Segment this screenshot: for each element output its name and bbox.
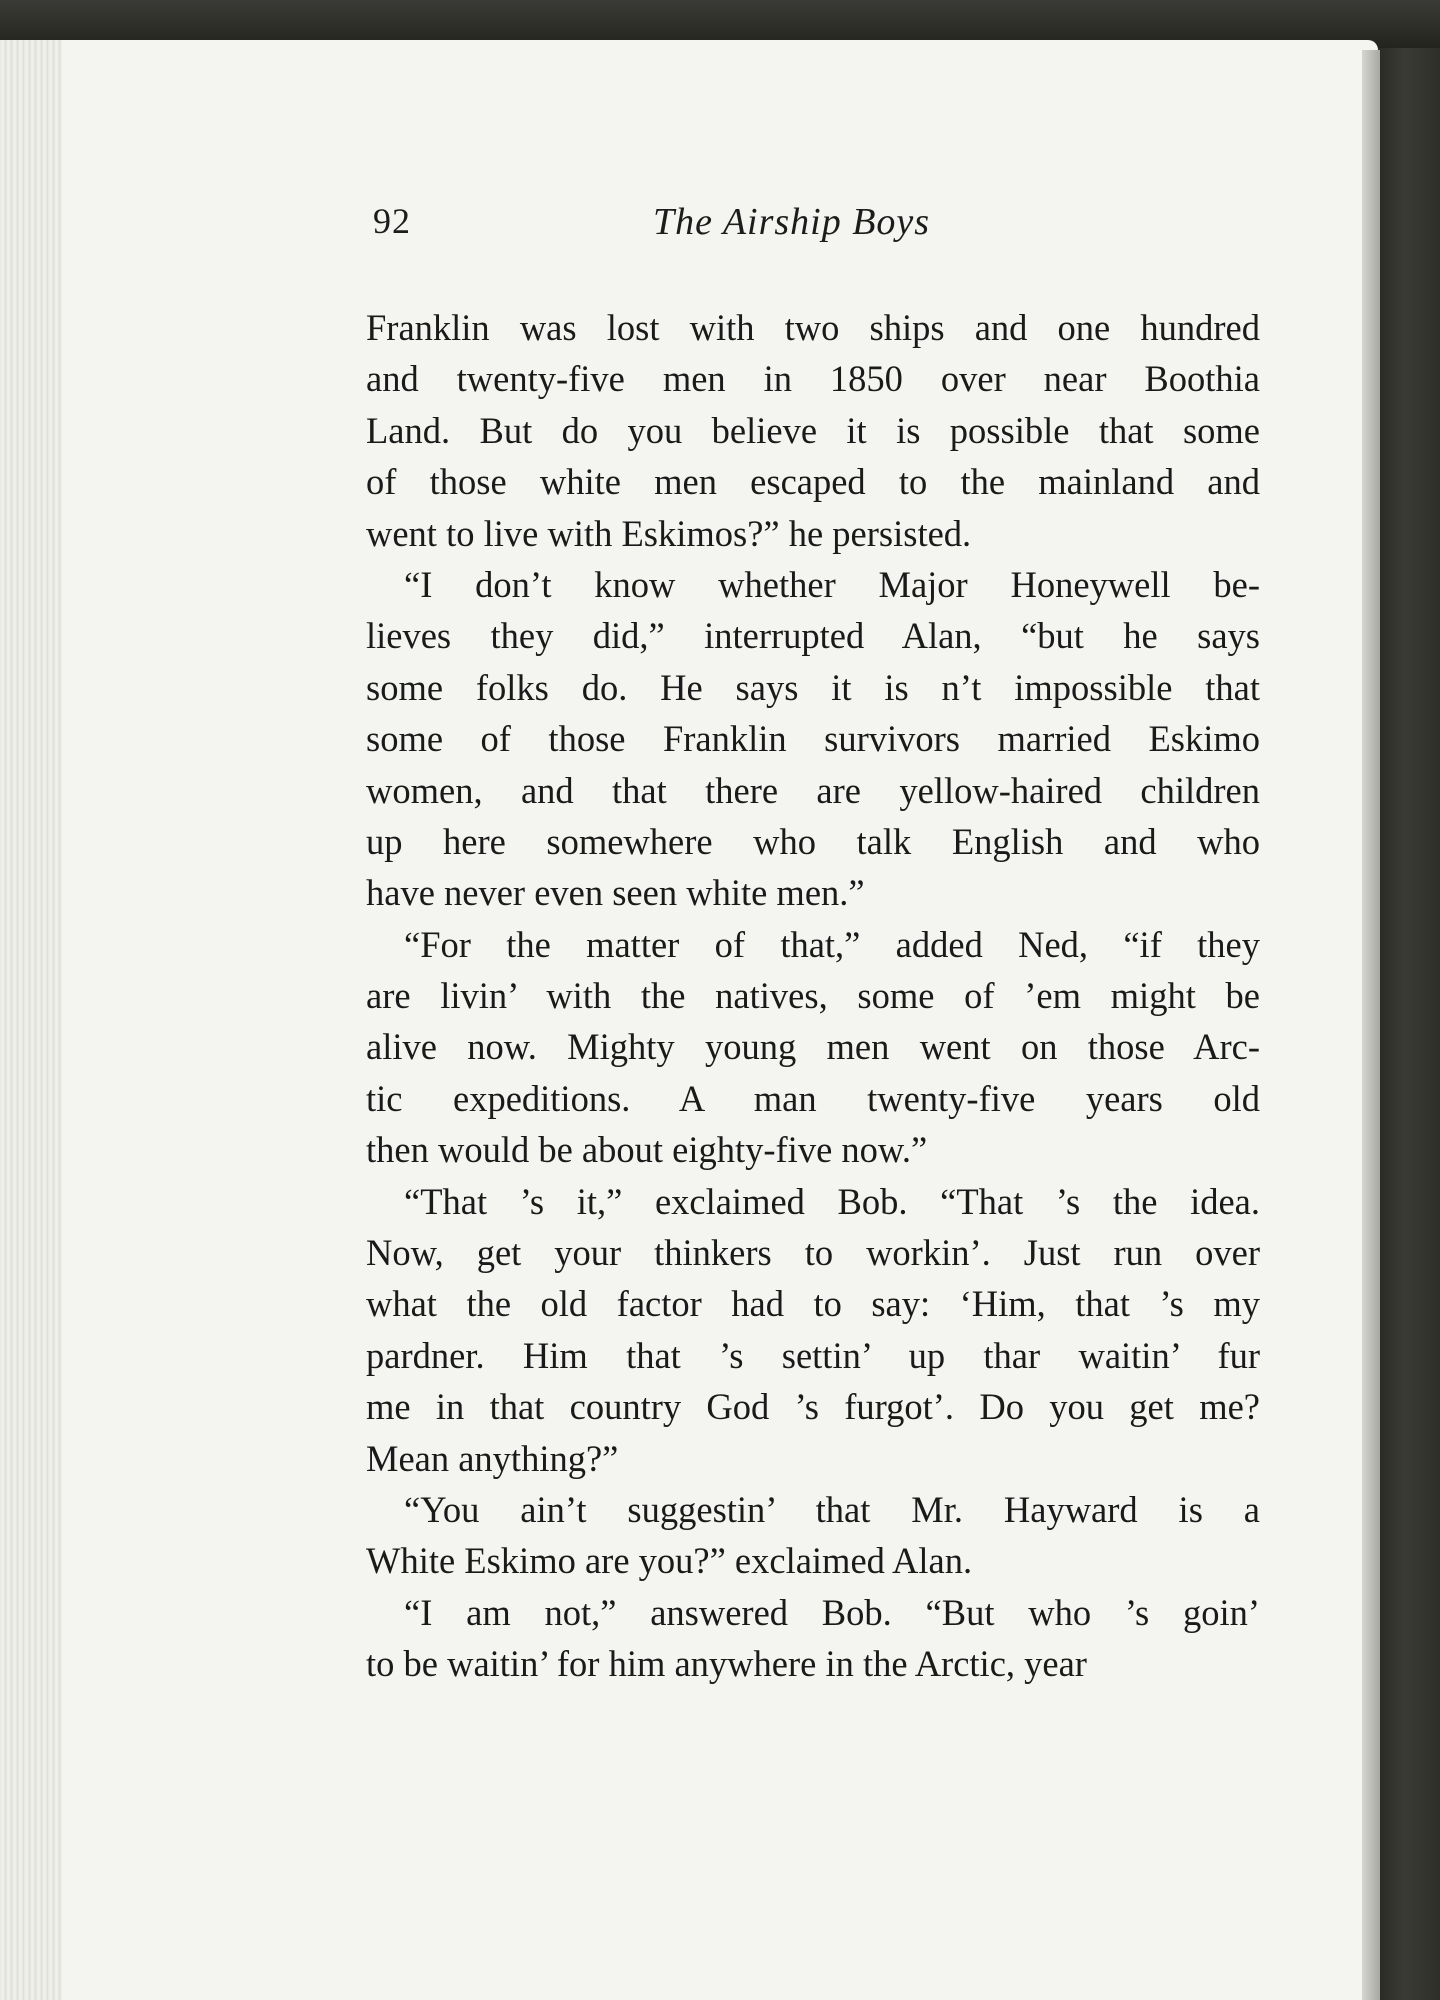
text-line: to be waitin’ for him anywhere in the Arctic, year [366,1643,1087,1685]
text-line: Franklin was lost with two ships and one hundred [366,307,1260,348]
text-line: lieves they did,” interrupted Alan, “but he says [366,615,1260,657]
text-line: Mean anything?” [366,1437,619,1479]
running-title: The Airship Boys [653,201,931,243]
paragraph [366,919,1260,1176]
page-stack-edge [0,40,62,2000]
page-number: 92 [373,201,411,241]
text-line: went to live with Eskimos?” he persisted. [366,512,972,554]
text-line: are livin’ with the natives, some of ’em might be [366,975,1260,1017]
text-line: then would be about eighty-five now.” [366,1129,928,1171]
running-header [373,200,1263,260]
text-line: what the old factor had to say: ‘Him, that ’s my [366,1283,1260,1325]
text-line: of those white men escaped to the mainland and [366,461,1260,503]
text-line: women, and that there are yellow-haired children [366,769,1260,811]
text-line: “You ain’t suggestin’ that Mr. Hayward is a [404,1488,1260,1530]
paragraph [366,559,1260,919]
text-line: some folks do. He says it is n’t impossible that [366,666,1260,708]
paragraph [366,302,1260,559]
paragraph [366,1484,1260,1587]
text-line: Land. But do you believe it is possible that some [366,409,1260,451]
text-line: up here somewhere who talk English and who [366,820,1260,862]
text-line: tic expeditions. A man twenty-five years old [366,1077,1260,1119]
text-line: have never even seen white men.” [366,872,865,914]
text-line: “I don’t know whether Major Honeywell be- [404,563,1260,605]
text-line: Now, get your thinkers to workin’. Just run over [366,1232,1260,1274]
text-line: some of those Franklin survivors married Eskimo [366,718,1260,760]
paragraph [366,1587,1260,1690]
text-line: “That ’s it,” exclaimed Bob. “That ’s the idea. [404,1180,1260,1222]
paragraph [366,1176,1260,1484]
text-line: “I am not,” answered Bob. “But who ’s goin’ [404,1591,1260,1633]
page-gutter-shadow [1362,50,1380,2000]
text-line: alive now. Mighty young men went on those Arc- [366,1026,1260,1068]
book-cover-edge [1380,48,1440,2000]
text-line: and twenty-five men in 1850 over near Boothia [366,358,1260,400]
text-line: pardner. Him that ’s settin’ up thar waitin’ fur [366,1334,1260,1376]
body-text [366,302,1260,1690]
text-line: White Eskimo are you?” exclaimed Alan. [366,1540,973,1582]
text-line: “For the matter of that,” added Ned, “if they [404,923,1260,965]
text-line: me in that country God ’s furgot’. Do you get me? [366,1386,1260,1428]
